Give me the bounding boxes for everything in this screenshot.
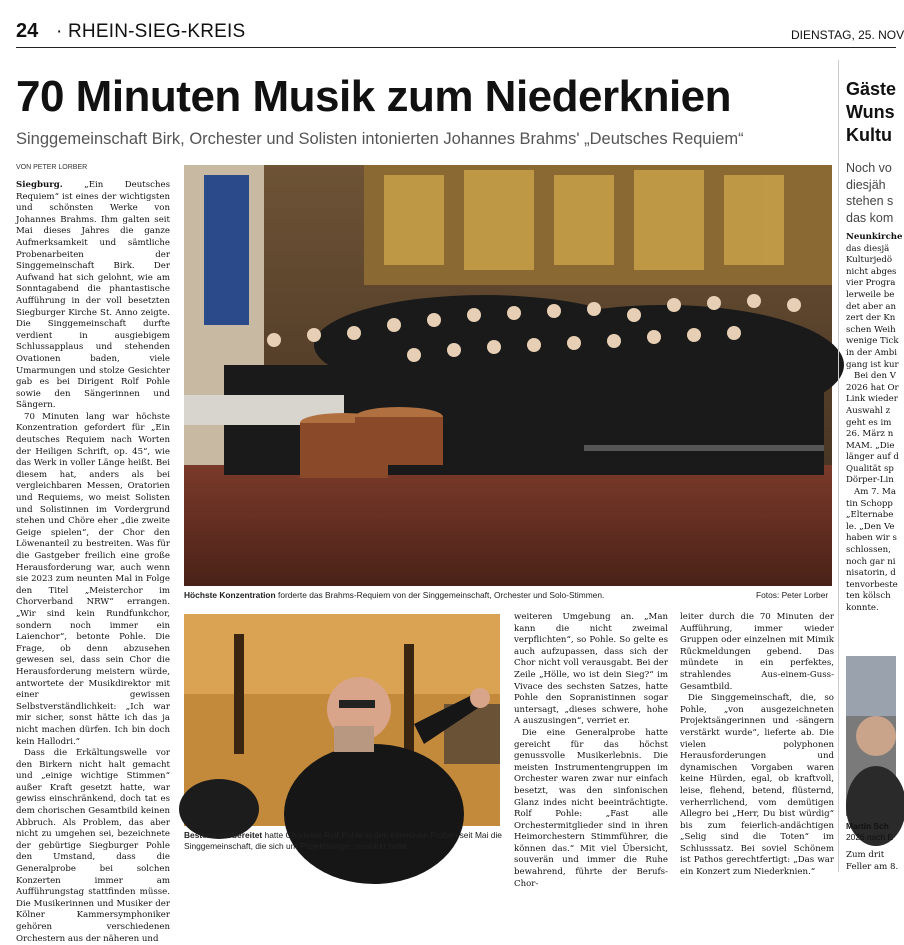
column-divider [838, 60, 839, 872]
paragraph: Die Singgemeinschaft, die, so Pohle, „von ausgezeichneten Projektsängerinnen und -sängern verstärkt wurde“, lieferte ab. Die vielen polyphonen Herausforderungen und dynamischen Vorgaben waren keine Hürden, egal, ob kraftvoll, leise, flehend, betend, flüsternd, verherrlichend, vom demütigen Allegro bei „Herr, Du bist würdig“ bis zum feierlich-andächtigen „Selig sind die Toten“ im Schlusssatz. Bei soviel Schönem ist Pathos gerechtfertigt: „Das war ein Konzert zum Niederknien.“ [680, 693, 834, 878]
sidebar-line: Bei den V [854, 371, 896, 382]
article-subline: Singgemeinschaft Birk, Orchester und Solisten intonierten Johannes Brahms' „Deutsches Requiem“ [16, 130, 744, 148]
section-name: · RHEIN-SIEG-KREIS [56, 21, 246, 42]
sidebar-line: det aber an [846, 301, 896, 312]
sidebar-line: MAM. „Die [846, 440, 895, 451]
sidebar-line: das diesjä [846, 243, 890, 254]
article-headline: 70 Minuten Musik zum Niederknien [16, 72, 732, 121]
sidebar-line: geht es im [846, 417, 892, 428]
sidebar-line: Link wieder [846, 394, 898, 405]
sidebar-line: le. „Den Ve [846, 521, 895, 532]
conductor-photo [184, 614, 500, 826]
paragraph: weiteren Umgebung an. „Man kann die nicht zweimal verpflichten“, so Pohle. So gelte es auch aufzupassen, dass sich der Chor nicht voll verausgabt. Bei der Zeile „Hölle, wo ist dein Sieg?“ im Vivace des sechsten Satzes, hatte Pohle den Sopranistinnen sogar untersagt, „dieses schwere, hohe A auszusingen“, verriet er. [514, 612, 668, 727]
sidebar-line: Am 7. Ma [854, 487, 896, 498]
sidebar-photo-caption: Martin Sch 2026 nach E [846, 821, 894, 842]
sidebar-line: nicht abges [846, 266, 897, 277]
sidebar-line: 26. März n [846, 429, 894, 440]
article-column-1 [16, 180, 170, 944]
issue-date: DIENSTAG, 25. NOV [791, 28, 904, 42]
sidebar-line: wenige Tick [846, 336, 899, 347]
paragraph: leiter durch die 70 Minuten der Aufführung, immer wieder Gruppen oder einzelnen mit Mimik Rückmeldungen gebend. Das mündete in ein perfektes, strahlendes Aus-einem-Guss-Gesamtbild. [680, 612, 834, 692]
article-column-2 [514, 612, 668, 889]
article-column-3 [680, 612, 834, 878]
sidebar-line: in der Ambi [846, 347, 898, 358]
paragraph: Siegburg. „Ein Deutsches Requiem“ ist eines der wichtigsten und schönsten Werke von Johannes Brahms. Ihm galten seit Mai dieses Jahres die ganze Aufmerksamkeit und sämtliche Probenarbeiten der Singgemeinschaft Birk. Der Aufwand hat sich gelohnt, wie am Sonntagabend die phantastische Aufführung in der voll besetzten Siegburger Kirche St. Anno zeigte. Die Singgemeinschaft durfte verdient in ausgiebigem Schlussapplaus und stehenden Ovationen baden, viele Umarmungen und stolze Gesichter gab es bei Dirigent Rolf Pohle sowie den Sängerinnen und Sängern. [16, 180, 170, 411]
sidebar-line: schlossen, [846, 545, 891, 556]
paragraph: Die eine Generalprobe hatte gereicht für das höchst genussvolle Musikerlebnis. Die meisten Instrumentengruppen im Orchester waren zwar nur einfach besetzt, was den sinfonischen Glanz indes nicht beeinträchtigte. Rolf Pohle: „Fast alle Orchestermitglieder sind in ihren Heimorchestern Stimmführer, die können das.“ Mit viel Übersicht, souverän und immer die Ruhe bewahrend, führte der Berufs-Chor- [514, 727, 668, 889]
sidebar-line: gang ist kur [846, 359, 899, 370]
page-header [16, 14, 904, 48]
sidebar-line: 2026 hat Or [846, 382, 899, 393]
sidebar-subline: Noch vo diesjäh stehen s das kom [846, 161, 894, 225]
sidebar-line: ten kölsch [846, 591, 891, 602]
sidebar-line: konnte. [846, 603, 879, 613]
sidebar-line: Kulturjedö [846, 255, 893, 266]
dateline: Siegburg. [16, 180, 63, 190]
byline: VON PETER LORBER [16, 164, 88, 171]
sidebar-line: noch gar ni [846, 556, 896, 567]
sidebar-line: schen Weih [846, 324, 896, 335]
sidebar-line: haben wir s [846, 533, 897, 544]
sidebar-line: nisatorin, d [846, 568, 896, 579]
sidebar-line: lerweile be [846, 289, 895, 300]
sidebar-line: „Elternabe [846, 510, 894, 521]
paragraph: 70 Minuten lang war höchste Konzentration gefordert für „Ein deutsches Requiem nach Worten der Heiligen Schrift, op. 45“, wie das Werk in voller Länge heißt. Bei diesem hat, anders als bei vergleichbaren Messen, Oratorien und Requiems, wo meist Solisten und Solistinnen im Vordergrund stehen und Chöre eher „die zweite Geige spielen“, der Chor den Löwenanteil zu bestreiten. Was für die Gastgeber freilich eine große Herausforderung war, auch wenn sie 2023 zum neunten Mal in Folge den Titel „Meisterchor im Chorverband NRW“ errangen. „Wir sind kein Rundfunkchor, sondern noch immer ein Laienchor“, betonte Pohle. Die Frage, ob denn abzusehen gewesen sei, dass sein Chor die Herausforderung meistern würde, antwortete der Musikdirektor mit einer gewissen Selbstverständlichkeit: „Ich war mir sicher, sonst hätte ich das ja nicht machen dürfen. Ich bin doch kein Hallodri.“ [16, 411, 170, 747]
conductor-photo-caption: Bestens vorbereitet hatte Chorleiter Rolf Pohle in den intensiven Proben seit Mai die Singgemeinschaft, die sich um Projektsänger verstärkt hatte. [184, 830, 502, 851]
sidebar-headline: Gäste Wuns Kultu [846, 79, 897, 145]
sidebar-line: tenvorbeste [846, 579, 898, 590]
sidebar-line: Neunkirche [846, 232, 903, 242]
sidebar-line: zert der Kn [846, 313, 896, 324]
photo-credit: Fotos: Peter Lorber [756, 590, 829, 600]
sidebar-line: Dörper-Lin [846, 475, 894, 486]
sidebar-line: Qualität sp [846, 463, 894, 474]
page-number: 24 [16, 20, 39, 42]
main-photo-caption: Höchste Konzentration forderte das Brahms-Requiem von der Singgemeinschaft, Orchester und Solo-Stimmen. [184, 590, 605, 600]
sidebar-line: Auswahl z [846, 405, 891, 416]
sidebar-column-end: Zum drit Feller am 8. [846, 850, 899, 872]
sidebar-column [846, 232, 903, 615]
sidebar-photo [846, 656, 896, 816]
paragraph: Dass die Erkältungswelle vor den Birkern nicht halt gemacht und „einige wichtige Stimmen“ außer Kraft gesetzt hatte, war gewiss einschränkend, doch tat es dem chorischen Gesamtbild keinen Abbruch. Als Problem, das aber nicht zu umgehen sei, bezeichnete der gebürtige Siegburger Pohle den Umstand, dass die Generalprobe bei solchen Konzerten immer am Aufführungstag stattfinden müsse. Die Musikerinnen und Musiker der Kölner Kammersymphoniker gehören verschiedenen Orchestern aus der näheren und [16, 748, 170, 944]
sidebar-line: tin Schopp [846, 498, 893, 509]
main-photo-choir [184, 165, 832, 586]
sidebar-line: länger auf d [846, 452, 899, 463]
sidebar-line: vier Progra [846, 278, 896, 289]
